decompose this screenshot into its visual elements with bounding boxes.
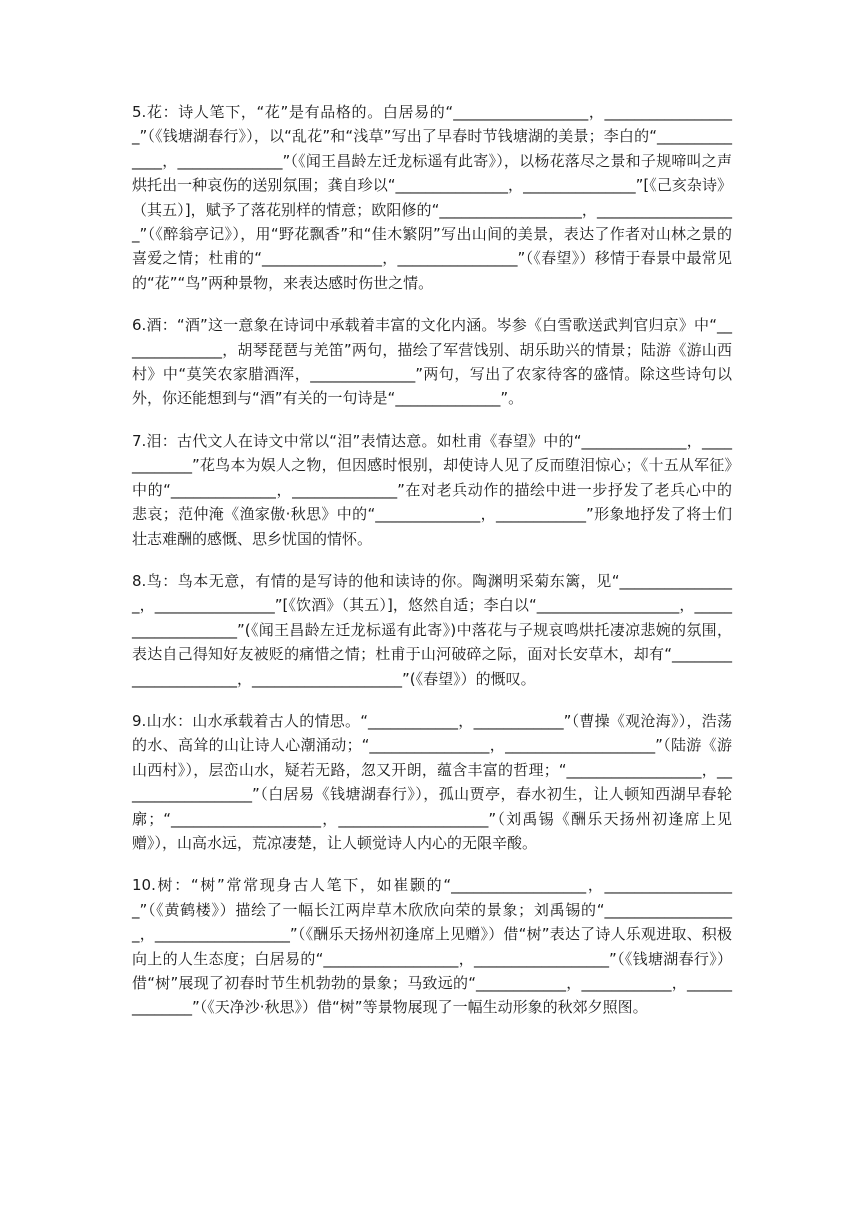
question-7: 7.泪：古代文人在诗文中常以“泪”表情达意。如杜甫《春望》中的“______________，____________”花鸟本为娱人之物，但因感时恨别，却使诗人见了反而堕泪惊心；《十五从军征》中的“______________，______________”在对老兵动作的描绘中进一步抒发了老兵心中的悲哀；范仲淹《渔家傲·秋思》中的“______________，____________”形象地抒发了将士们壮志难酬的感慨、思乡忧国的情怀。 (132, 431, 732, 548)
question-9: 9.山水：山水承载着古人的情思。“____________，____________”（曹操《观沧海》），浩荡的水、高耸的山让诗人心潮涌动；“________________，____________________”（陆游《游山西村》），层峦山水，疑若无路，忽又开朗，蕴含丰富的哲理；“__________________，__________________”（白居易《钱塘湖春行》），孤山贾亭，春水初生，让人顿知西湖早春轮廓；“____________________，____________________”（刘禹锡《酬乐天扬州初逢席上见赠》），山高水远，荒凉凄楚，让人顿觉诗人内心的无限辛酸。 (132, 711, 732, 852)
question-8: 8.鸟：鸟本无意，有情的是写诗的他和读诗的你。陶渊明采菊东篱，见“________________，________________”[《饮酒》（其五）]，悠然自适；李白以“___________________，___________________”(《闻王昌龄左迁龙标遥有此寄》)中落花与子规哀鸣烘托凄凉悲婉的氛围，表达自己得知好友被贬的痛惜之情；杜甫于山河破碎之际，面对长安草木，却有“______________________，____________________”(《春望》）的慨叹。 (132, 571, 732, 688)
question-10: 10.树：“树”常常现身古人笔下，如崔颢的“__________________，__________________”（《黄鹤楼》）描绘了一幅长江两岸草木欣欣向荣的景象；刘禹锡的“__________________，__________________”（《酬乐天扬州初逢席上见赠》）借“树”表达了诗人乐观进取、积极向上的人生态度；白居易的“__________________，__________________”（《钱塘湖春行》）借“树”展现了初春时节生机勃勃的景象；马致远的“____________，____________，______________”（《天净沙·秋思》）借“树”等景物展现了一幅生动形象的秋郊夕照图。 (132, 876, 732, 1017)
question-6: 6.酒：“酒”这一意象在诗词中承载着丰富的文化内涵。岑参《白雪歌送武判官归京》中“______________，胡琴琵琶与羌笛”两句，描绘了军营饯别、胡乐助兴的情景；陆游《游山西村》中“莫笑农家腊酒浑，______________”两句，写出了农家待客的盛情。除这些诗句以外，你还能想到与“酒”有关的一句诗是“______________”。 (132, 316, 732, 408)
question-5: 5.花：诗人笔下，“花”是有品格的。白居易的“__________________，__________________”（《钱塘湖春行》），以“乱花”和“浅草”写出了早春时节钱塘湖的美景；李白的“______________，______________”（《闻王昌龄左迁龙标遥有此寄》），以杨花落尽之景和子规啼叫之声烘托出一种哀伤的送别氛围；龚自珍以“_______________，_______________”[《己亥杂诗》（其五）]，赋予了落花别样的情意；欧阳修的“___________________，___________________”（《醉翁亭记》），用“野花飘香”和“佳木繁阴”写出山间的美景，表达了作者对山林之景的喜爱之情；杜甫的“________________，________________”（《春望》）移情于春景中最常见的“花”“鸟”两种景物，来表达感时伤世之情。 (132, 103, 732, 292)
question-list (132, 100, 732, 1038)
